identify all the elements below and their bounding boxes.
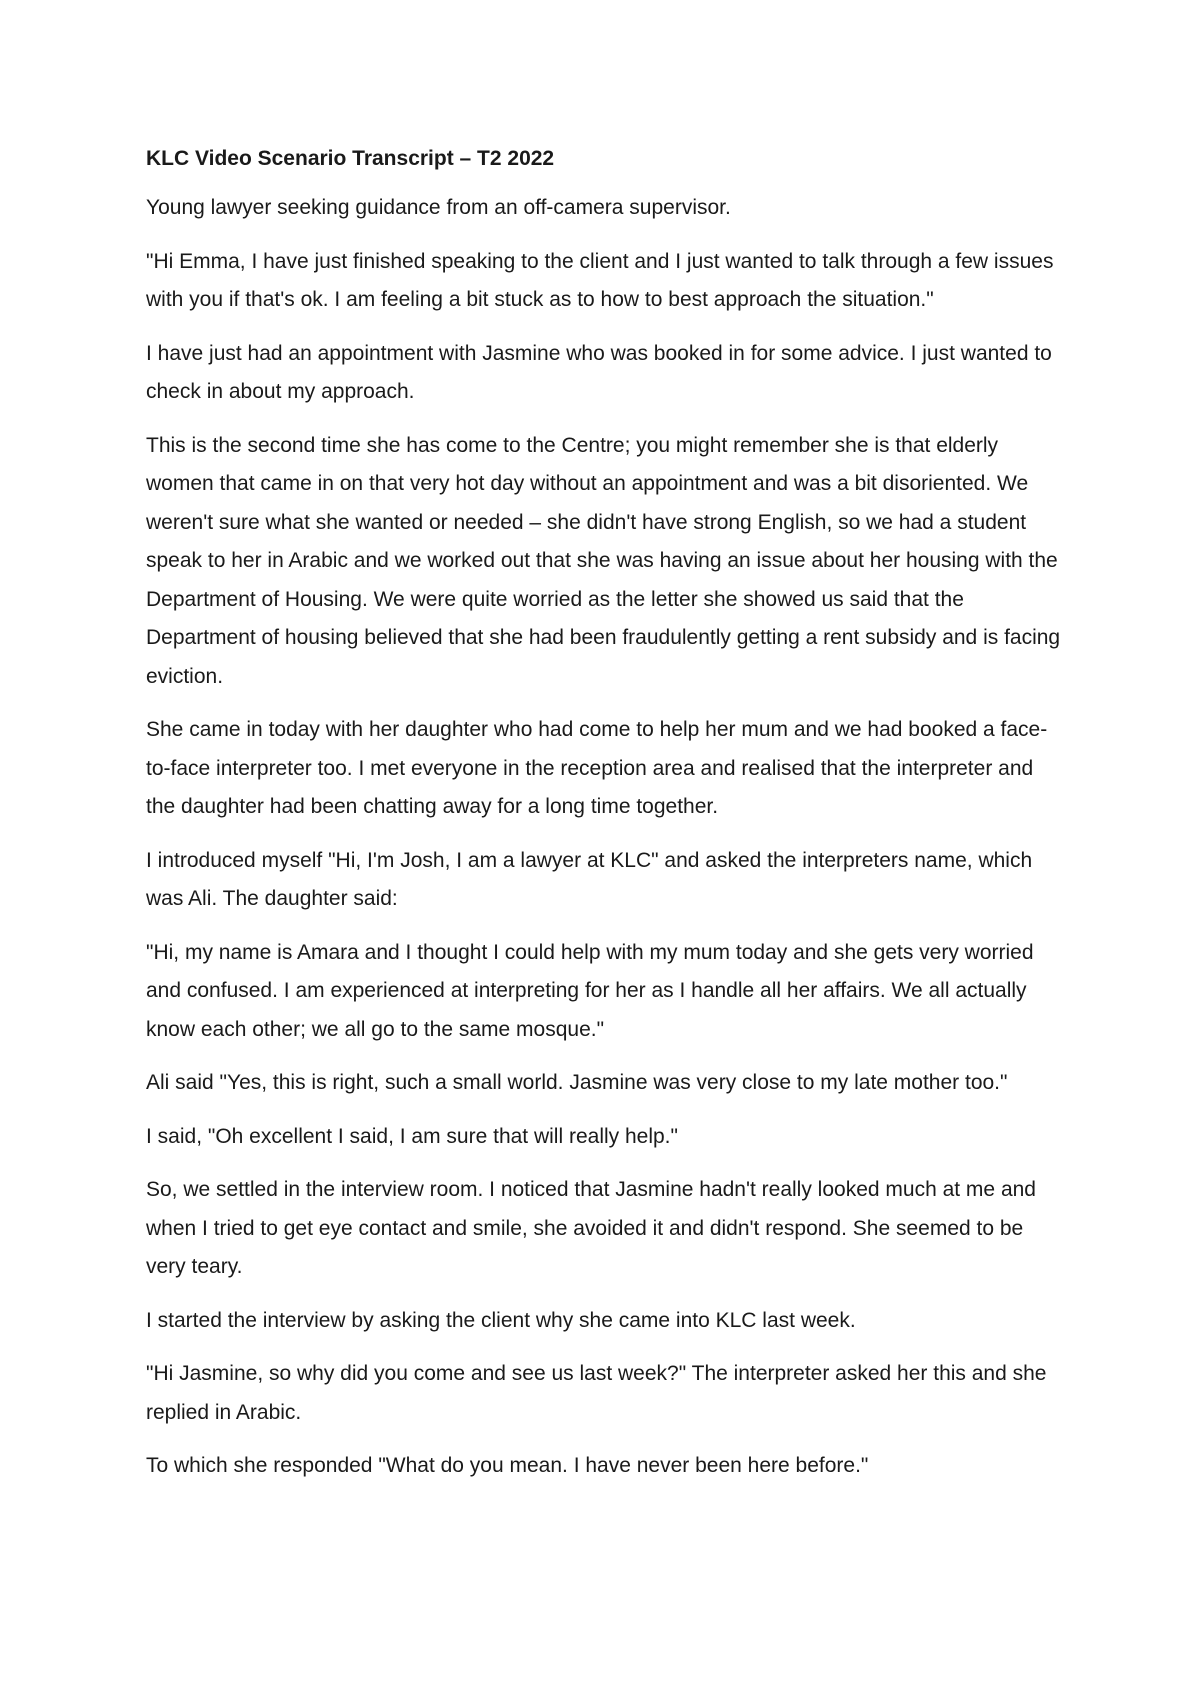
paragraph-intro: Young lawyer seeking guidance from an off-camera supervisor. <box>146 196 731 219</box>
paragraph: "Hi Jasmine, so why did you come and see us last week?" The interpreter asked her this and she replied in Arabic. <box>146 1362 1047 1424</box>
paragraph: I introduced myself "Hi, I'm Josh, I am a lawyer at KLC" and asked the interpreters name, which was Ali. The daughter said: <box>146 848 1033 910</box>
paragraph: She came in today with her daughter who had come to help her mum and we had booked a face-to-face interpreter too. I met everyone in the reception area and realised that the interpreter and the daughter had been chatting away for a long time together. <box>146 718 1048 818</box>
paragraph: So, we settled in the interview room. I noticed that Jasmine hadn't really looked much at me and when I tried to get eye contact and smile, she avoided it and didn't respond. She seemed to be very teary. <box>146 1178 1036 1278</box>
document-title: KLC Video Scenario Transcript – T2 2022 <box>146 147 555 170</box>
paragraph: I started the interview by asking the client why she came into KLC last week. <box>146 1308 856 1332</box>
paragraph: I said, "Oh excellent I said, I am sure that will really help." <box>146 1124 678 1148</box>
paragraph: To which she responded "What do you mean. I have never been here before." <box>146 1454 869 1477</box>
paragraph: This is the second time she has come to the Centre; you might remember she is that elderly women that came in on that very hot day without an appointment and was a bit disoriented. We weren't sure what she wanted or needed – she didn't have strong English, so we had a student speak to her in Arabic and we worked out that she was having an issue about her housing with the Department of Housing. We were quite worried as the letter she showed us said that the Department of housing believed that she had been fraudulently getting a rent subsidy and is facing eviction. <box>146 433 1061 688</box>
paragraph: Ali said "Yes, this is right, such a small world. Jasmine was very close to my late mother too." <box>146 1071 1008 1094</box>
paragraph: I have just had an appointment with Jasmine who was booked in for some advice. I just wanted to check in about my approach. <box>146 341 1052 403</box>
document-body <box>146 144 1066 1501</box>
paragraph: "Hi Emma, I have just finished speaking to the client and I just wanted to talk through a few issues with you if that's ok. I am feeling a bit stuck as to how to best approach the situation." <box>146 249 1054 311</box>
paragraph: "Hi, my name is Amara and I thought I could help with my mum today and she gets very worried and confused. I am experienced at interpreting for her as I handle all her affairs. We all actually know each other; we all go to the same mosque." <box>146 940 1034 1041</box>
